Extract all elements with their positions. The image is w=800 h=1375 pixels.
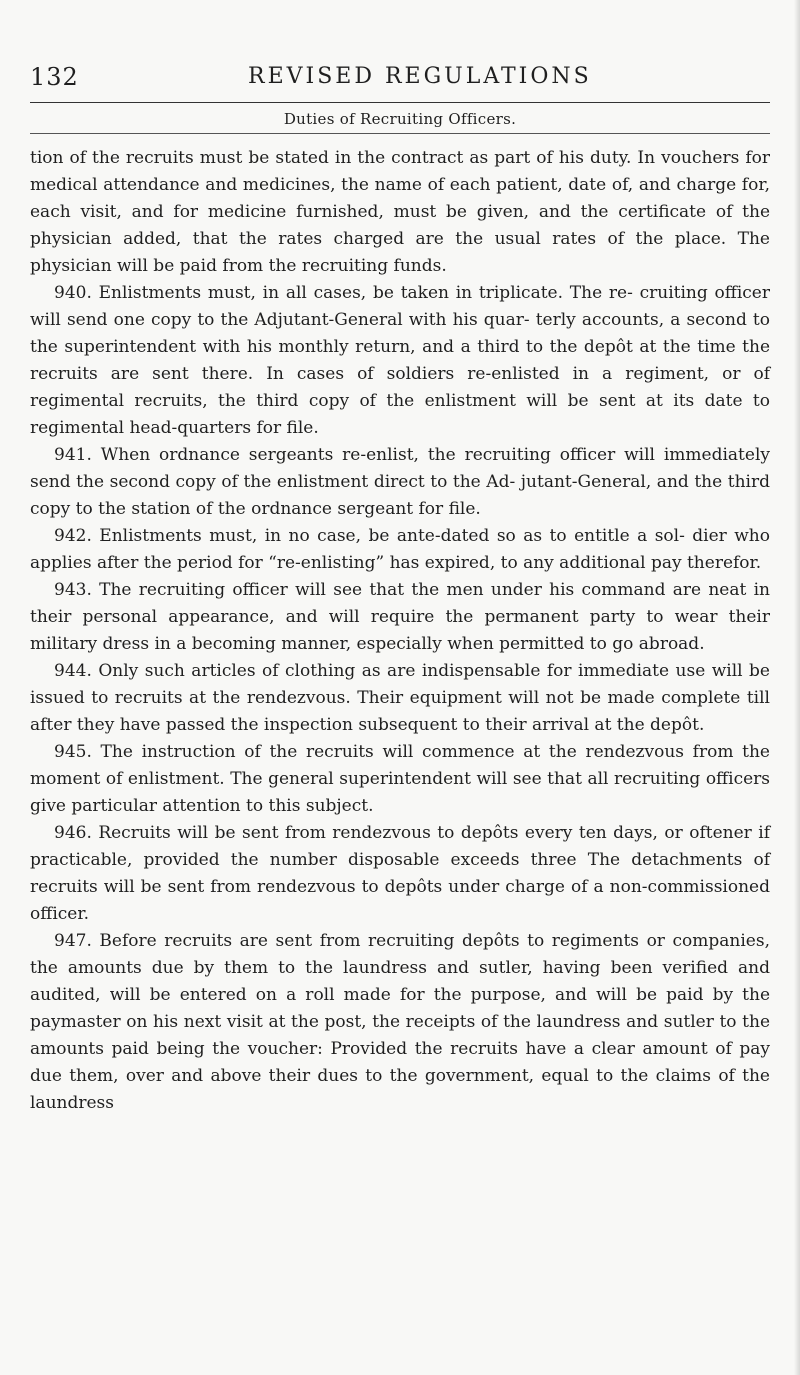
subheading-rule [30,133,770,134]
paragraph-942: 942. Enlistments must, in no case, be ante-dated so as to entitle a sol- dier who applies after the period for “re-enlisting” has expired, to any additional pay therefor. [30,526,770,573]
paragraph-940: 940. Enlistments must, in all cases, be taken in triplicate. The re- cruiting officer will send one copy to the Adjutant-General with his quar- terly accounts, a second to the superintendent with his monthly return, and a third to the depôt at the time the recruits are sent there. In cases of soldiers re-enlisted in a regiment, or of regimental recruits, the third copy of the enlistment will be sent at its date to regimental head-quarters for file. [30,283,770,438]
paragraph-946: 946. Recruits will be sent from rendezvous to depôts every ten days, or oftener if practicable, provided the number disposable exceeds three The detachments of recruits will be sent from rendezvous to depôts under charge of a non-commissioned officer. [30,823,770,924]
paragraph-944: 944. Only such articles of clothing as are indispensable for immediate use will be issued to recruits at the rendezvous. Their equipment will not be made complete till after they have passed the inspection subsequent to their arrival at the depôt. [30,661,770,735]
section-subheading: Duties of Recruiting Officers. [283,110,517,128]
page-header [30,62,770,102]
page-number: 132 [30,63,79,91]
page-edge-shadow [794,0,800,1375]
paragraph-continuation: tion of the recruits must be stated in the contract as part of his duty. In vouchers for medical attendance and medicines, the name of each patient, date of, and charge for, each visit, and for medicine furnished, must be given, and the certificate of the physician added, that the rates charged are the usual rates of the place. The physician will be paid from the recruiting funds. [30,148,770,276]
paragraph-943: 943. The recruiting officer will see that the men under his command are neat in their personal appearance, and will require the permanent party to wear their military dress in a becoming manner, especially when permitted to go abroad. [30,580,770,654]
body-text [30,145,770,1117]
running-title: REVISED REGULATIONS [248,64,592,89]
paragraph-941: 941. When ordnance sergeants re-enlist, the recruiting officer will immediately send the second copy of the enlistment direct to the Ad- jutant-General, and the third copy to the station of the ordnance sergeant for file. [30,445,770,519]
header-rule [30,102,770,103]
paragraph-945: 945. The instruction of the recruits will commence at the rendezvous from the moment of enlistment. The general superintendent will see that all recruiting officers give particular attention to this subject. [30,742,770,816]
paragraph-947: 947. Before recruits are sent from recruiting depôts to regiments or companies, the amounts due by them to the laundress and sutler, having been verified and audited, will be entered on a roll made for the purpose, and will be paid by the paymaster on his next visit at the post, the receipts of the laundress and sutler to the amounts paid being the voucher: Provided the recruits have a clear amount of pay due them, over and above their dues to the government, equal to the claims of the laundress [30,931,770,1113]
